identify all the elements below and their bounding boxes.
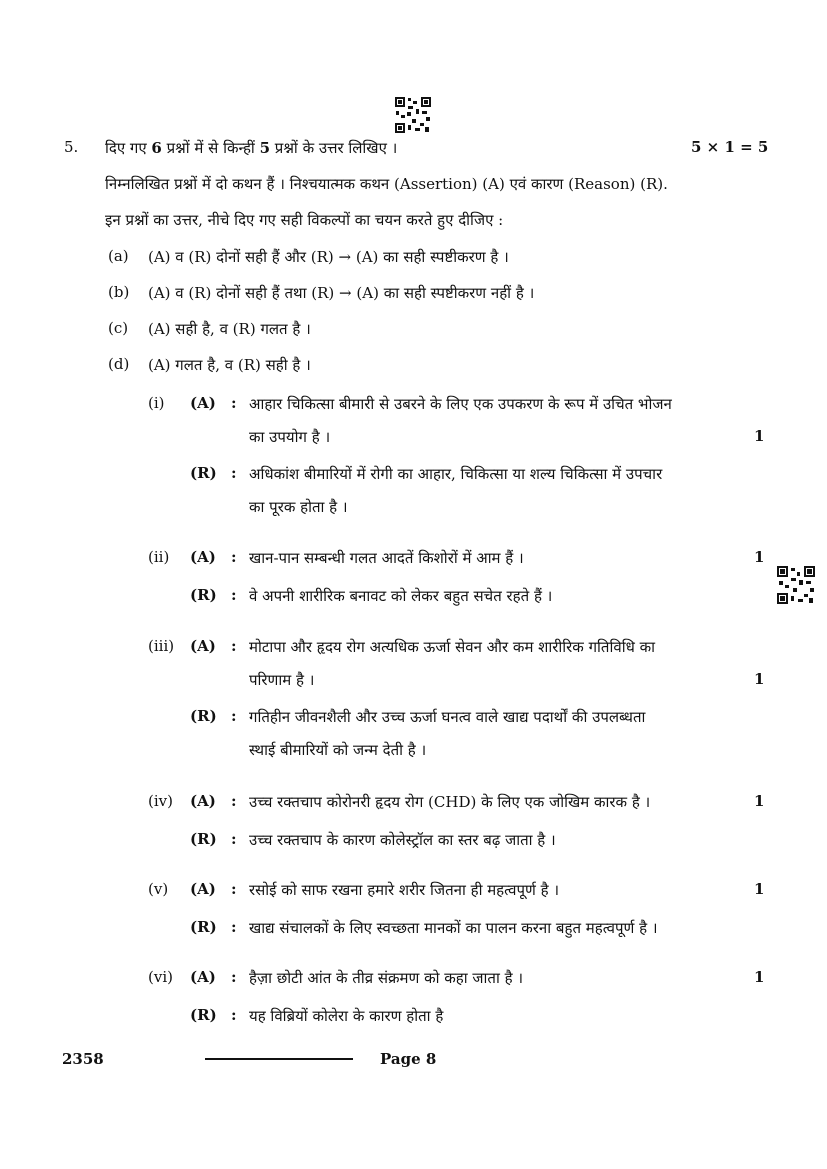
colon: :	[231, 548, 237, 566]
colon: :	[231, 637, 237, 655]
option-label-a: (a)	[108, 247, 129, 265]
assertion-label: (A)	[190, 548, 216, 566]
reason-text: गतिहीन जीवनशैली और उच्च ऊर्जा घनत्व वाले खाद्य पदार्थों की उपलब्धता	[249, 708, 646, 726]
reason-text: वे अपनी शारीरिक बनावट को लेकर बहुत सचेत रहते हैं ।	[249, 587, 553, 605]
assertion-text: परिणाम है ।	[249, 671, 315, 689]
reason-label: (R)	[190, 586, 217, 604]
subq-number: (ii)	[148, 548, 170, 566]
colon: :	[231, 918, 237, 936]
paper-code: 2358	[62, 1050, 104, 1068]
marks: 1	[754, 427, 765, 445]
option-text-d: (A) गलत है, व (R) सही है ।	[148, 356, 311, 374]
colon: :	[231, 968, 237, 986]
option-label-c: (c)	[108, 319, 129, 337]
qr-code-side	[777, 566, 815, 604]
option-text-c: (A) सही है, व (R) गलत है ।	[148, 320, 311, 338]
colon: :	[231, 792, 237, 810]
instruction-part: प्रश्नों में से किन्हीं	[161, 139, 260, 157]
assertion-text: मोटापा और हृदय रोग अत्यधिक ऊर्जा सेवन और कम शारीरिक गतिविधि का	[249, 638, 655, 656]
reason-label: (R)	[190, 918, 217, 936]
assertion-label: (A)	[190, 880, 216, 898]
footer-rule	[205, 1058, 353, 1060]
option-text-a: (A) व (R) दोनों सही हैं और (R) → (A) का सही स्पष्टीकरण है ।	[148, 248, 509, 266]
reason-label: (R)	[190, 707, 217, 725]
qr-code-top	[395, 97, 431, 133]
assertion-text: हैज़ा छोटी आंत के तीव्र संक्रमण को कहा जाता है ।	[249, 969, 524, 987]
question-number: 5.	[64, 138, 79, 156]
subq-number: (iv)	[148, 792, 173, 810]
colon: :	[231, 464, 237, 482]
marks: 1	[754, 968, 765, 986]
subq-number: (vi)	[148, 968, 173, 986]
marks: 1	[754, 670, 765, 688]
colon: :	[231, 880, 237, 898]
marks-formula: 5 × 1 = 5	[691, 138, 769, 156]
option-text-b: (A) व (R) दोनों सही हैं तथा (R) → (A) का सही स्पष्टीकरण नहीं है ।	[148, 284, 535, 302]
intro-line-2: इन प्रश्नों का उत्तर, नीचे दिए गए सही विकल्पों का चयन करते हुए दीजिए :	[105, 211, 504, 229]
intro-line-1: निम्नलिखित प्रश्नों में दो कथन हैं । निश्चयात्मक कथन (Assertion) (A) एवं कारण (Reason) (R).	[105, 175, 668, 193]
reason-text: अधिकांश बीमारियों में रोगी का आहार, चिकित्सा या शल्य चिकित्सा में उपचार	[249, 465, 663, 483]
instruction-part: प्रश्नों के उत्तर लिखिए ।	[270, 139, 398, 157]
reason-text: खाद्य संचालकों के लिए स्वच्छता मानकों का पालन करना बहुत महत्वपूर्ण है ।	[249, 919, 658, 937]
option-label-b: (b)	[108, 283, 130, 301]
marks: 1	[754, 792, 765, 810]
colon: :	[231, 830, 237, 848]
subq-number: (i)	[148, 394, 165, 412]
instruction-count-total: 6	[151, 139, 162, 157]
assertion-text: का उपयोग है ।	[249, 428, 331, 446]
assertion-text: रसोई को साफ रखना हमारे शरीर जितना ही महत्वपूर्ण है ।	[249, 881, 560, 899]
assertion-label: (A)	[190, 968, 216, 986]
marks: 1	[754, 548, 765, 566]
instruction-part: दिए गए	[105, 139, 152, 157]
subq-number: (v)	[148, 880, 169, 898]
reason-label: (R)	[190, 1006, 217, 1024]
reason-text: स्थाई बीमारियों को जन्म देती है ।	[249, 741, 427, 759]
assertion-label: (A)	[190, 394, 216, 412]
reason-label: (R)	[190, 464, 217, 482]
marks: 1	[754, 880, 765, 898]
reason-text: उच्च रक्तचाप के कारण कोलेस्ट्रॉल का स्तर बढ़ जाता है ।	[249, 831, 556, 849]
subq-number: (iii)	[148, 637, 175, 655]
question-instruction	[105, 138, 397, 158]
colon: :	[231, 1006, 237, 1024]
assertion-text: खान-पान सम्बन्धी गलत आदतें किशोरों में आम हैं ।	[249, 549, 524, 567]
assertion-text: उच्च रक्तचाप कोरोनरी हृदय रोग (CHD) के लिए एक जोखिम कारक है ।	[249, 793, 651, 811]
page-number: Page 8	[380, 1050, 437, 1068]
assertion-text: आहार चिकित्सा बीमारी से उबरने के लिए एक उपकरण के रूप में उचित भोजन	[249, 395, 672, 413]
colon: :	[231, 707, 237, 725]
reason-text: यह विब्रियों कोलेरा के कारण होता है	[249, 1007, 444, 1025]
colon: :	[231, 394, 237, 412]
reason-label: (R)	[190, 830, 217, 848]
assertion-label: (A)	[190, 792, 216, 810]
assertion-label: (A)	[190, 637, 216, 655]
instruction-count-answer: 5	[259, 139, 271, 157]
reason-text: का पूरक होता है ।	[249, 498, 348, 516]
option-label-d: (d)	[108, 355, 130, 373]
colon: :	[231, 586, 237, 604]
